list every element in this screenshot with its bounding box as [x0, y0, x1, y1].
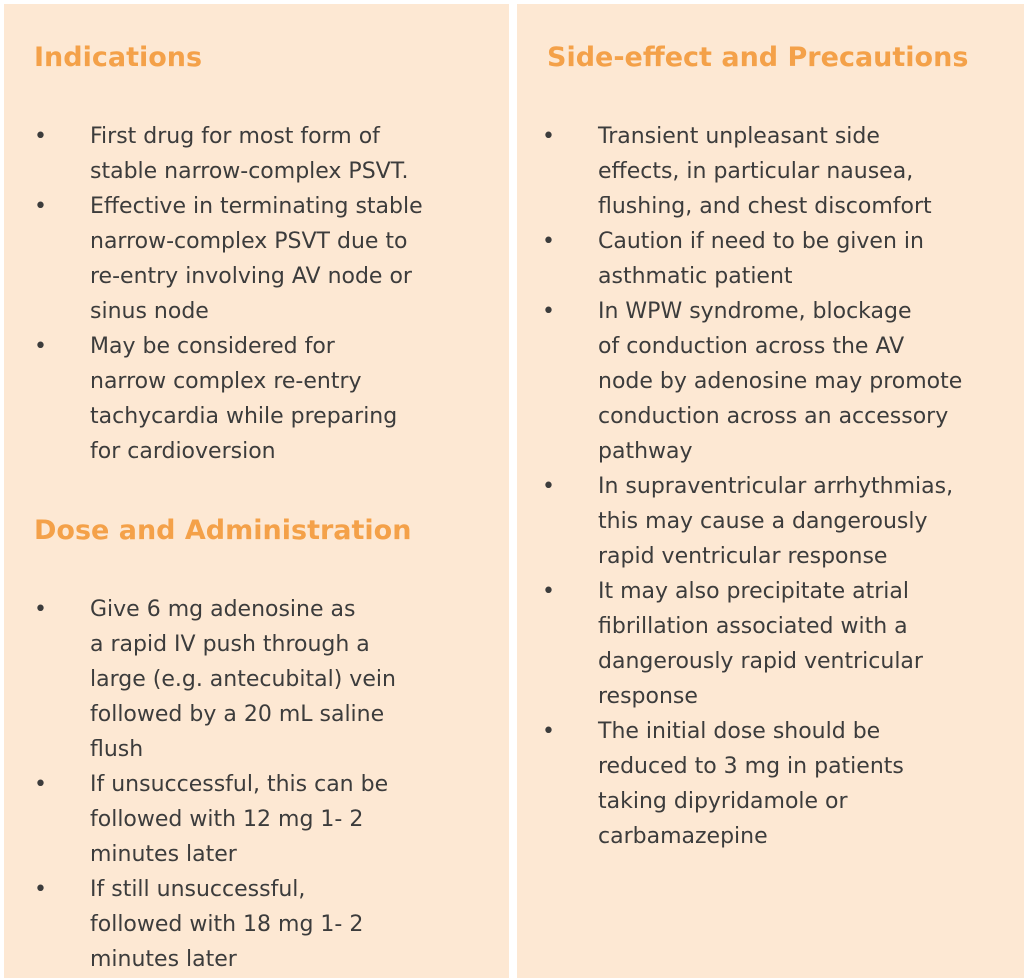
list-item — [34, 872, 396, 977]
indications-list — [34, 119, 423, 469]
side-effects-heading: Side-effect and Precautions — [547, 42, 969, 73]
list-item-text: It may also precipitate atrial fibrillation associated with a dangerously rapid ventricular response — [598, 579, 923, 709]
side-effects-list — [542, 119, 962, 854]
list-item-text: May be considered for narrow complex re-entry tachycardia while preparing for cardioversion — [90, 334, 398, 464]
list-item-text: Transient unpleasant side effects, in particular nausea, flushing, and chest discomfort — [598, 124, 932, 219]
list-item-text: Effective in terminating stable narrow-complex PSVT due to re-entry involving AV node or sinus node — [90, 194, 423, 324]
indications-heading: Indications — [34, 42, 203, 73]
bullet-icon: • — [542, 579, 555, 604]
list-item — [542, 294, 962, 469]
bullet-icon: • — [34, 772, 47, 797]
list-item — [542, 469, 962, 574]
list-item — [34, 329, 423, 469]
list-item — [542, 574, 962, 714]
list-item-text: Give 6 mg adenosine as a rapid IV push through a large (e.g. antecubital) vein followed by a 20 mL saline flush — [90, 597, 396, 762]
list-item-text: In WPW syndrome, blockage of conduction across the AV node by adenosine may promote conduction across an accessory pathway — [598, 299, 963, 464]
list-item-text: In supraventricular arrhythmias, this may cause a dangerously rapid ventricular response — [598, 474, 954, 569]
right-panel — [517, 4, 1024, 978]
list-item — [542, 224, 962, 294]
bullet-icon: • — [542, 299, 555, 324]
bullet-icon: • — [542, 719, 555, 744]
left-panel — [4, 4, 509, 978]
list-item-text: If still unsuccessful, followed with 18 mg 1- 2 minutes later — [90, 877, 364, 972]
list-item-text: The initial dose should be reduced to 3 mg in patients taking dipyridamole or carbamazepine — [598, 719, 904, 849]
list-item-text: First drug for most form of stable narrow-complex PSVT. — [90, 124, 409, 184]
list-item — [34, 592, 396, 767]
bullet-icon: • — [34, 194, 47, 219]
list-item — [34, 767, 396, 872]
bullet-icon: • — [542, 474, 555, 499]
bullet-icon: • — [542, 229, 555, 254]
bullet-icon: • — [34, 334, 47, 359]
dose-list — [34, 592, 396, 977]
bullet-icon: • — [34, 597, 47, 622]
list-item — [34, 189, 423, 329]
list-item — [542, 119, 962, 224]
list-item — [542, 714, 962, 854]
dose-heading: Dose and Administration — [34, 515, 412, 546]
bullet-icon: • — [542, 124, 555, 149]
list-item-text: Caution if need to be given in asthmatic patient — [598, 229, 924, 289]
list-item-text: If unsuccessful, this can be followed with 12 mg 1- 2 minutes later — [90, 772, 389, 867]
list-item — [34, 119, 423, 189]
bullet-icon: • — [34, 124, 47, 149]
bullet-icon: • — [34, 877, 47, 902]
